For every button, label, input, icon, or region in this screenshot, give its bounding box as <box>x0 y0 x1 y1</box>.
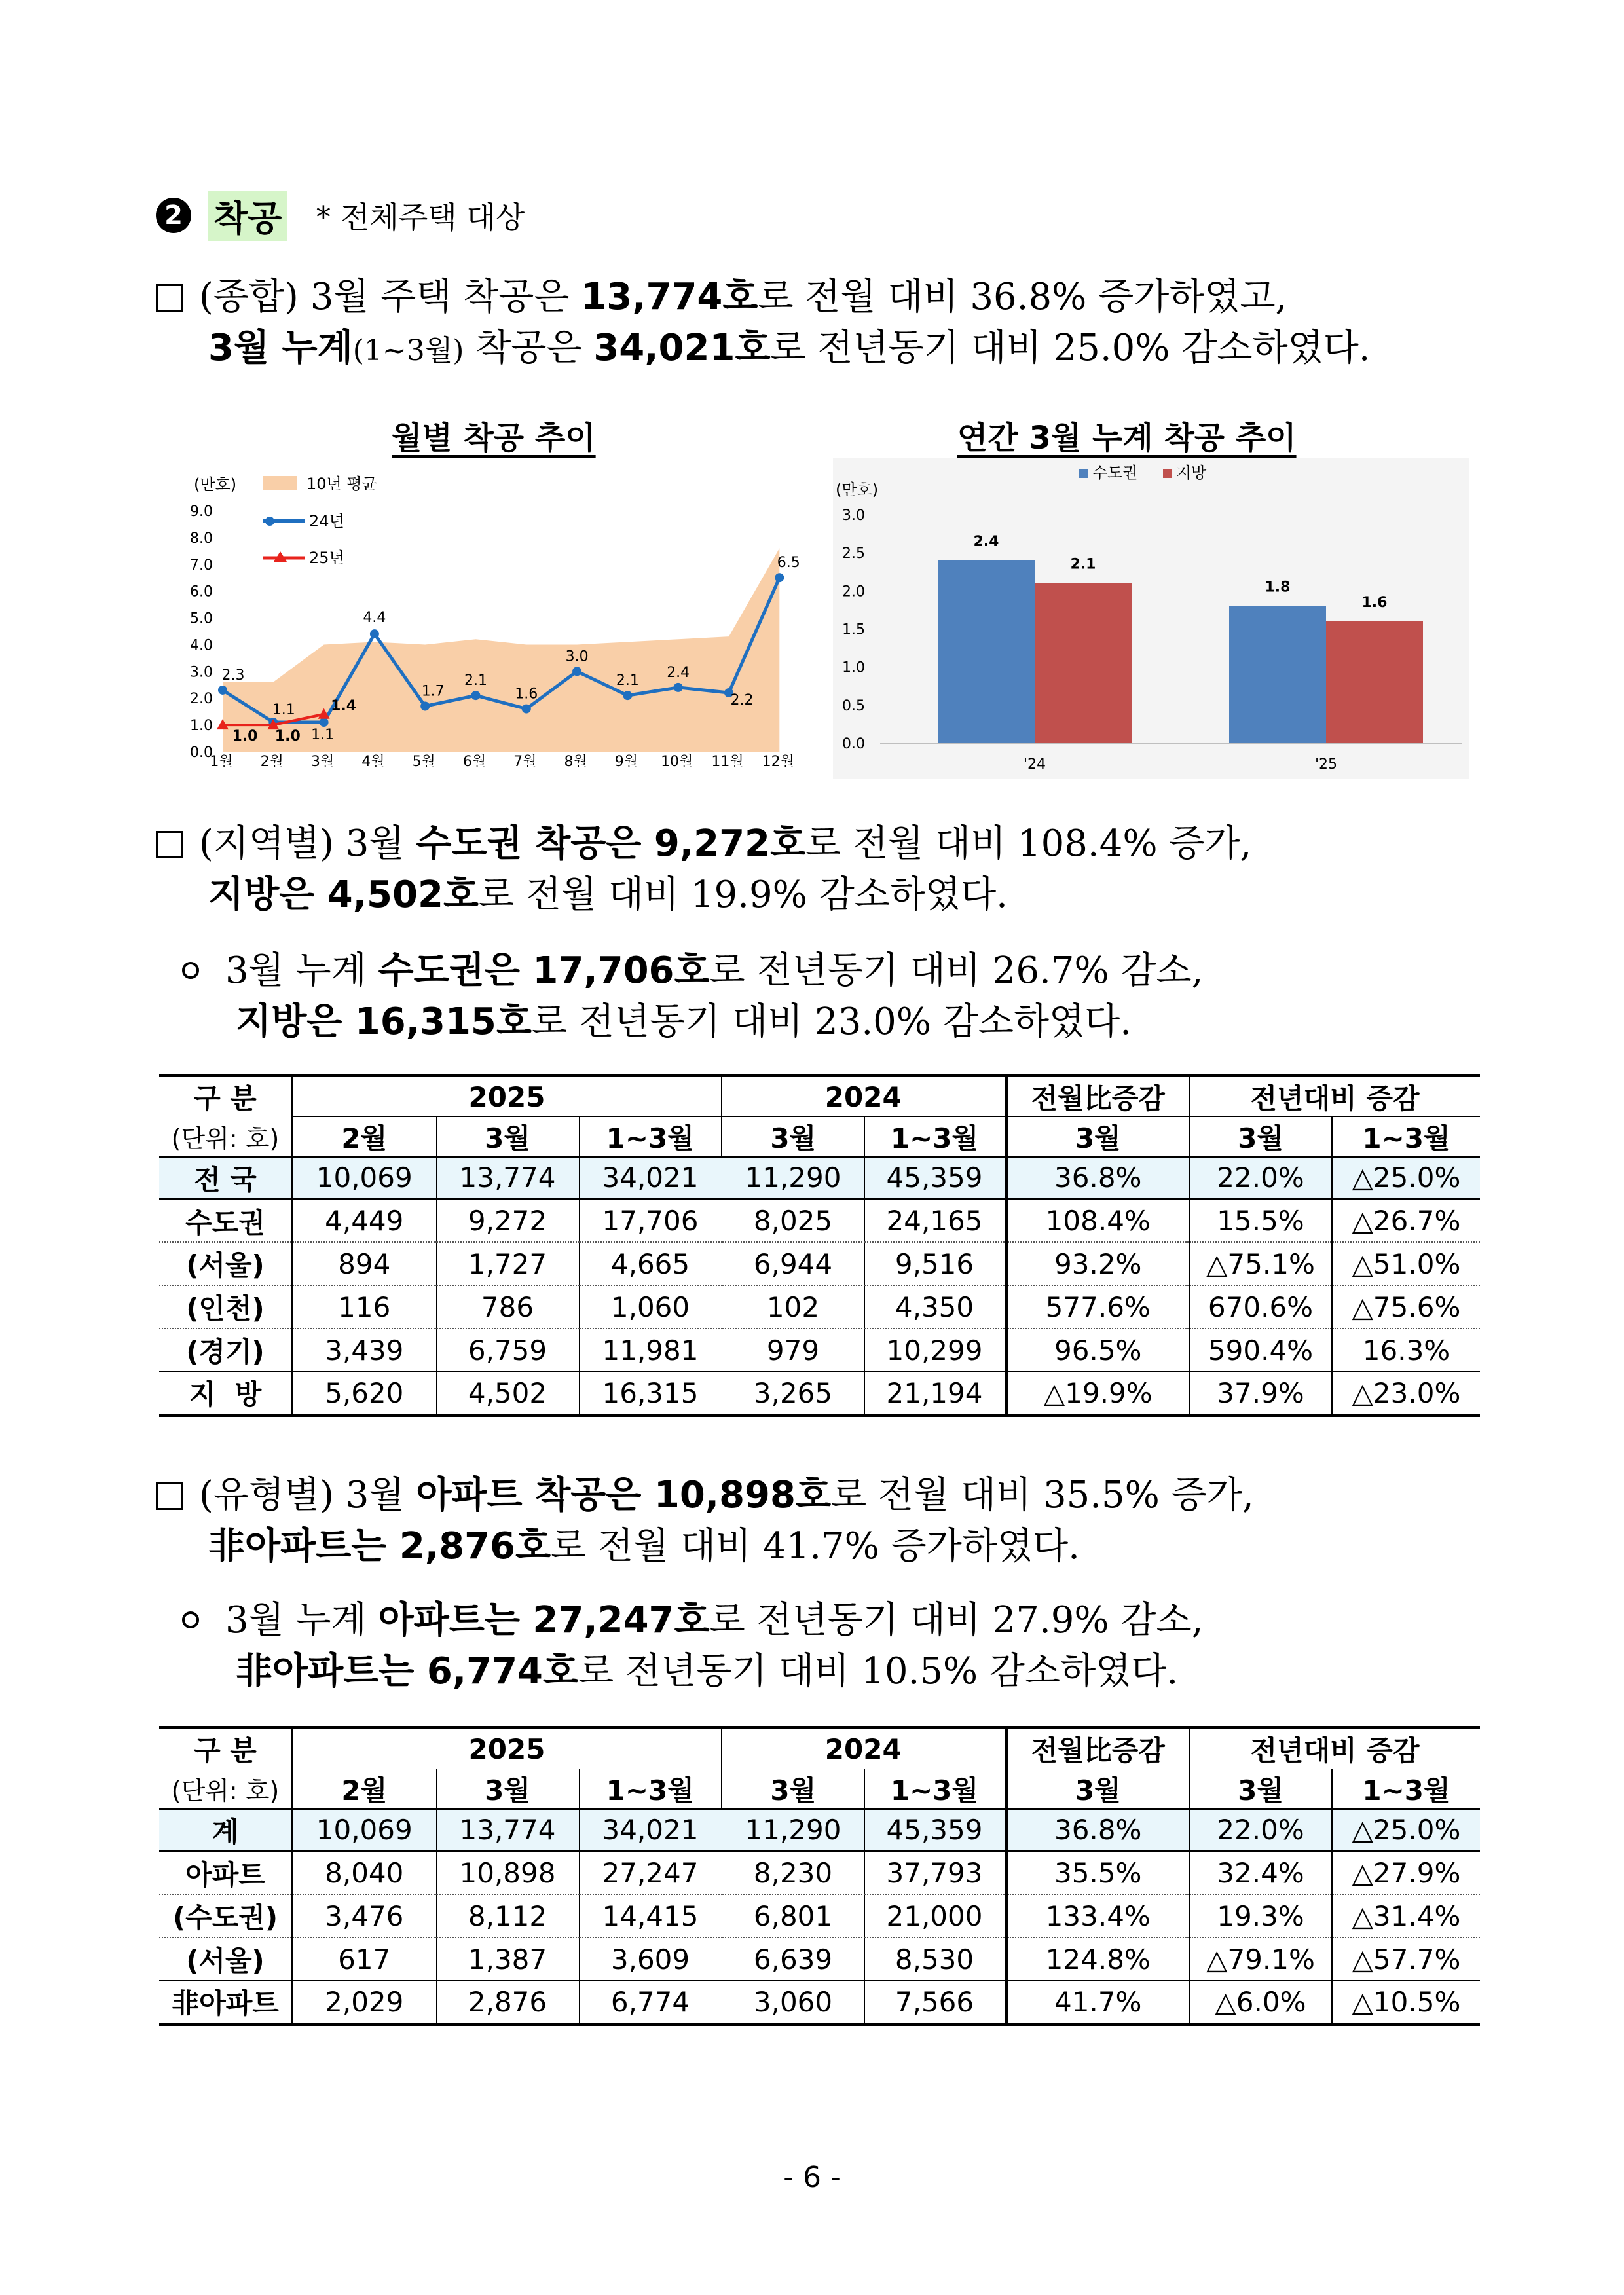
subheader-cell: 3월 <box>722 1117 864 1158</box>
table-cell: 16,315 <box>579 1372 722 1415</box>
header-division: 구 분 <box>159 1076 292 1117</box>
type-cumulative-line-1 <box>182 1595 1203 1646</box>
legend-swatch-avg <box>263 476 297 490</box>
bar-label: 1.8 <box>1264 579 1291 596</box>
table-cell: △79.1% <box>1189 1937 1332 1981</box>
series-24-point <box>522 705 531 714</box>
table-row <box>159 1242 1480 1285</box>
x-tick-label: 3월 <box>310 754 335 770</box>
legend-label-avg: 10년 평균 <box>306 475 377 493</box>
table-cell: 36.8% <box>1006 1157 1189 1199</box>
series-24-point <box>420 701 430 710</box>
row-label: 아파트 <box>159 1851 292 1894</box>
bar-local <box>1035 583 1132 743</box>
table-cell: 22.0% <box>1189 1157 1332 1199</box>
subheader-cell: 3월 <box>1189 1117 1332 1158</box>
table-cell: 7,566 <box>864 1981 1006 2024</box>
table-cell: 979 <box>722 1329 864 1372</box>
subheader-cell: 1~3월 <box>579 1769 722 1810</box>
text-span: 로 전년동기 대비 23.0% 감소하였다. <box>531 1001 1132 1043</box>
series-24-label: 2.1 <box>464 672 487 689</box>
header-2025: 2025 <box>292 1728 722 1769</box>
table-row <box>159 1285 1480 1329</box>
table-row <box>159 1199 1480 1242</box>
x-tick-label: 1월 <box>210 754 233 770</box>
y-tick-label: 1.0 <box>190 718 213 735</box>
table-cell: 8,530 <box>864 1937 1006 1981</box>
table-cell: 8,230 <box>722 1851 864 1894</box>
header-2025: 2025 <box>292 1076 722 1117</box>
series-24-point <box>674 683 683 692</box>
table-row <box>159 1157 1480 1199</box>
page-number: - 6 - <box>783 2161 841 2194</box>
x-tick-label: 7월 <box>513 754 537 770</box>
x-tick-label: 8월 <box>564 754 587 770</box>
text-span: 로 전년동기 대비 25.0% 감소하였다. <box>770 327 1371 369</box>
section-number: 2 <box>164 200 183 230</box>
section-title: 착공 <box>208 191 287 241</box>
table-cell: 6,774 <box>579 1981 722 2024</box>
table-header-row <box>159 1728 1480 1769</box>
bar-label: 2.1 <box>1070 556 1096 573</box>
table-cell: 2,876 <box>436 1981 579 2024</box>
emphasis-text: 非아파트는 6,774호 <box>236 1650 579 1693</box>
circle-bullet-icon <box>182 962 199 979</box>
monthly-chart-title: 월별 착공 추이 <box>392 420 596 456</box>
table-cell: 9,272 <box>436 1199 579 1242</box>
emphasis-text: 34,021호 <box>593 327 771 369</box>
table-cell: 16.3% <box>1332 1329 1480 1372</box>
x-tick-label: 9월 <box>614 754 638 770</box>
table-cell: 19.3% <box>1189 1894 1332 1937</box>
table-subheader-row <box>159 1769 1480 1810</box>
header-mom: 전월比증감 <box>1006 1076 1189 1117</box>
text-span: 로 전월 대비 41.7% 증가하였다. <box>551 1525 1080 1568</box>
table-row <box>159 1894 1480 1937</box>
series-24-label: 2.3 <box>221 667 245 684</box>
x-tick-label: 6월 <box>462 754 487 770</box>
regional-stats-table <box>159 1074 1480 1417</box>
text-span: (종합) 3월 주택 착공은 <box>199 276 581 318</box>
row-label: (인천) <box>159 1285 292 1329</box>
table-cell: 3,060 <box>722 1981 864 2024</box>
bar-metro <box>938 560 1035 743</box>
table-cell: △25.0% <box>1332 1157 1480 1199</box>
section-heading <box>156 186 525 245</box>
table-cell: △51.0% <box>1332 1242 1480 1285</box>
series-24-label: 1.1 <box>311 727 335 744</box>
table-cell: 21,000 <box>864 1894 1006 1937</box>
x-tick-label: 2월 <box>260 754 284 770</box>
table-cell: 5,620 <box>292 1372 436 1415</box>
x-tick-label: '25 <box>1314 756 1338 773</box>
table-cell: △25.0% <box>1332 1809 1480 1851</box>
text-span: 로 전월 대비 35.5% 증가, <box>831 1474 1254 1516</box>
series-25-label: 1.4 <box>331 697 357 714</box>
table-cell: 96.5% <box>1006 1329 1189 1372</box>
table-cell: 15.5% <box>1189 1199 1332 1242</box>
table-cell: 6,759 <box>436 1329 579 1372</box>
table-cell: 27,247 <box>579 1851 722 1894</box>
table-cell: △27.9% <box>1332 1851 1480 1894</box>
bar-local <box>1326 621 1423 743</box>
series-25-label: 1.0 <box>274 728 301 745</box>
table-cell: 10,898 <box>436 1851 579 1894</box>
bar-metro <box>1229 606 1326 743</box>
x-tick-labels <box>210 754 794 770</box>
subheader-cell: 1~3월 <box>1332 1117 1480 1158</box>
row-label: (수도권) <box>159 1894 292 1937</box>
row-label: 전 국 <box>159 1157 292 1199</box>
table-cell: 124.8% <box>1006 1937 1189 1981</box>
type-line-2 <box>156 1521 1254 1572</box>
emphasis-text: 수도권 착공은 9,272호 <box>416 822 806 865</box>
y-axis-unit: (만호) <box>194 475 237 494</box>
subheader-cell: 2월 <box>292 1117 436 1158</box>
table-cell: 6,944 <box>722 1242 864 1285</box>
series-24-label: 4.4 <box>363 610 386 627</box>
table-row <box>159 1329 1480 1372</box>
table-cell: 10,299 <box>864 1329 1006 1372</box>
table-cell: 4,665 <box>579 1242 722 1285</box>
series-24-label: 2.2 <box>730 692 754 709</box>
row-label: (경기) <box>159 1329 292 1372</box>
table-row <box>159 1937 1480 1981</box>
text-span: 3월 누계 <box>225 949 378 992</box>
summary-paragraph <box>156 272 1371 376</box>
table-cell: 1,387 <box>436 1937 579 1981</box>
table-row <box>159 1981 1480 2024</box>
series-24-point <box>370 629 379 638</box>
table-cell: 22.0% <box>1189 1809 1332 1851</box>
y-tick-label: 1.5 <box>842 621 865 638</box>
text-span: 로 전월 대비 108.4% 증가, <box>805 822 1252 865</box>
table-subheader-row <box>159 1117 1480 1158</box>
summary-line-2 <box>156 323 1371 376</box>
table-cell: 21,194 <box>864 1372 1006 1415</box>
section-number-badge <box>156 198 191 233</box>
bar-label: 1.6 <box>1361 594 1388 611</box>
emphasis-text: 非아파트는 2,876호 <box>208 1525 551 1568</box>
header-division: 구 분 <box>159 1728 292 1769</box>
table-cell: 894 <box>292 1242 436 1285</box>
regional-cumulative-line-1 <box>182 946 1203 997</box>
header-unit: (단위: 호) <box>159 1769 292 1810</box>
table-cell: △6.0% <box>1189 1981 1332 2024</box>
table-cell: 34,021 <box>579 1809 722 1851</box>
table-cell: 3,476 <box>292 1894 436 1937</box>
table-cell: 11,981 <box>579 1329 722 1372</box>
header-unit: (단위: 호) <box>159 1117 292 1158</box>
text-span: (지역별) 3월 <box>199 822 416 865</box>
subheader-cell: 3월 <box>436 1117 579 1158</box>
emphasis-text: 아파트 착공은 10,898호 <box>416 1474 832 1516</box>
table-cell: 13,774 <box>436 1157 579 1199</box>
table-cell: 45,359 <box>864 1809 1006 1851</box>
series-24-label: 1.6 <box>515 686 538 703</box>
row-label: (서울) <box>159 1937 292 1981</box>
legend-label-metro: 수도권 <box>1092 464 1138 482</box>
regional-cumulative-line-2 <box>182 997 1203 1048</box>
table-cell: △26.7% <box>1332 1199 1480 1242</box>
section-note: * 전체주택 대상 <box>316 200 525 235</box>
type-cumulative-line-2 <box>182 1646 1203 1697</box>
emphasis-text: 지방은 4,502호 <box>208 873 479 916</box>
series-25-label: 1.0 <box>232 728 258 745</box>
row-label: 非아파트 <box>159 1981 292 2024</box>
x-tick-label: 11월 <box>711 754 744 770</box>
table-cell: 4,449 <box>292 1199 436 1242</box>
text-span: 로 전월 대비 36.8% 증가하였고, <box>758 276 1287 318</box>
table-cell: 8,112 <box>436 1894 579 1937</box>
table-cell: 10,069 <box>292 1809 436 1851</box>
table-cell: 11,290 <box>722 1157 864 1199</box>
x-tick-label: '24 <box>1023 756 1046 773</box>
subheader-cell: 1~3월 <box>1332 1769 1480 1810</box>
table-cell: 3,439 <box>292 1329 436 1372</box>
type-paragraph <box>156 1470 1254 1572</box>
type-stats-table <box>159 1726 1480 2026</box>
header-2024: 2024 <box>722 1728 1006 1769</box>
series-24-point <box>471 691 481 700</box>
table-cell: 10,069 <box>292 1157 436 1199</box>
y-tick-label: 2.5 <box>842 545 865 562</box>
table-cell: 45,359 <box>864 1157 1006 1199</box>
subheader-cell: 1~3월 <box>579 1117 722 1158</box>
table-cell: 590.4% <box>1189 1329 1332 1372</box>
annual-starts-chart <box>833 458 1469 779</box>
legend-label-24: 24년 <box>309 512 344 530</box>
table-cell: 2,029 <box>292 1981 436 2024</box>
legend-label-local: 지방 <box>1176 464 1207 482</box>
subheader-cell: 2월 <box>292 1769 436 1810</box>
y-tick-label: 7.0 <box>190 557 213 574</box>
series-24-label: 2.1 <box>616 672 639 689</box>
table-cell: 6,801 <box>722 1894 864 1937</box>
y-tick-label: 9.0 <box>190 504 213 520</box>
subheader-cell: 3월 <box>1189 1769 1332 1810</box>
y-tick-label: 3.0 <box>190 664 213 681</box>
table-cell: 36.8% <box>1006 1809 1189 1851</box>
table-cell: 41.7% <box>1006 1981 1189 2024</box>
y-tick-label: 0.0 <box>842 736 865 752</box>
x-tick-label: 4월 <box>361 754 385 770</box>
y-tick-label: 5.0 <box>190 610 213 627</box>
table-cell: 34,021 <box>579 1157 722 1199</box>
type-cumulative-paragraph <box>182 1595 1203 1697</box>
series-24-label: 1.1 <box>272 702 295 719</box>
table-cell: 13,774 <box>436 1809 579 1851</box>
chart-legend <box>263 475 377 567</box>
table-cell: 37.9% <box>1189 1372 1332 1415</box>
header-mom: 전월比증감 <box>1006 1728 1189 1769</box>
legend-swatch-metro <box>1079 469 1088 478</box>
table-cell: 14,415 <box>579 1894 722 1937</box>
table-cell: 786 <box>436 1285 579 1329</box>
table-row <box>159 1372 1480 1415</box>
row-label: 지 방 <box>159 1372 292 1415</box>
table-cell: 3,265 <box>722 1372 864 1415</box>
legend-marker-24 <box>265 517 274 526</box>
emphasis-text: 3월 누계 <box>208 327 353 369</box>
table-cell: △75.6% <box>1332 1285 1480 1329</box>
row-label: (서울) <box>159 1242 292 1285</box>
checkbox-bullet-icon <box>156 284 183 312</box>
header-2024: 2024 <box>722 1076 1006 1117</box>
y-tick-label: 4.0 <box>190 637 213 654</box>
subheader-cell: 3월 <box>436 1769 579 1810</box>
regional-line-2 <box>156 870 1251 921</box>
table-cell: △57.7% <box>1332 1937 1480 1981</box>
table-cell: 617 <box>292 1937 436 1981</box>
y-tick-labels <box>190 504 213 761</box>
monthly-starts-chart <box>182 458 842 779</box>
regional-line-1 <box>156 818 1251 870</box>
y-tick-label: 0.0 <box>190 744 213 761</box>
annual-chart-title: 연간 3월 누계 착공 추이 <box>957 420 1297 456</box>
bar-label: 2.4 <box>973 533 999 550</box>
table-cell: 108.4% <box>1006 1199 1189 1242</box>
table-cell: 670.6% <box>1189 1285 1332 1329</box>
table-cell: 93.2% <box>1006 1242 1189 1285</box>
subheader-cell: 1~3월 <box>864 1769 1006 1810</box>
circle-bullet-icon <box>182 1611 199 1628</box>
table-cell: △19.9% <box>1006 1372 1189 1415</box>
table-cell: △10.5% <box>1332 1981 1480 2024</box>
emphasis-text: 아파트는 27,247호 <box>378 1599 710 1642</box>
series-24-point <box>623 691 632 700</box>
text-span: 로 전년동기 대비 27.9% 감소, <box>709 1599 1204 1642</box>
x-tick-label: 12월 <box>762 754 794 770</box>
table-cell: 24,165 <box>864 1199 1006 1242</box>
series-24-point <box>218 686 227 695</box>
table-cell: 32.4% <box>1189 1851 1332 1894</box>
text-span: 로 전년동기 대비 10.5% 감소하였다. <box>578 1650 1179 1693</box>
y-tick-label: 2.0 <box>190 691 213 708</box>
text-span: 3월 누계 <box>225 1599 378 1642</box>
header-yoy: 전년대비 증감 <box>1189 1076 1480 1117</box>
y-tick-label: 0.5 <box>842 697 865 714</box>
text-span: 착공은 <box>464 327 594 369</box>
checkbox-bullet-icon <box>156 831 183 858</box>
series-24-point <box>320 718 329 727</box>
checkbox-bullet-icon <box>156 1482 183 1510</box>
text-span: 로 전년동기 대비 26.7% 감소, <box>709 949 1204 992</box>
table-cell: 1,727 <box>436 1242 579 1285</box>
table-cell: 17,706 <box>579 1199 722 1242</box>
table-cell: △31.4% <box>1332 1894 1480 1937</box>
x-tick-label: 5월 <box>412 754 435 770</box>
series-24-label: 3.0 <box>565 648 589 665</box>
text-span: (유형별) 3월 <box>199 1474 416 1516</box>
subheader-cell: 3월 <box>1006 1769 1189 1810</box>
table-cell: 9,516 <box>864 1242 1006 1285</box>
text-span: (1~3월) <box>352 334 464 367</box>
table-cell: △75.1% <box>1189 1242 1332 1285</box>
y-tick-label: 3.0 <box>842 507 865 524</box>
table-cell: 35.5% <box>1006 1851 1189 1894</box>
table-cell: 8,040 <box>292 1851 436 1894</box>
header-yoy: 전년대비 증감 <box>1189 1728 1480 1769</box>
table-cell: 116 <box>292 1285 436 1329</box>
table-cell: 1,060 <box>579 1285 722 1329</box>
table-cell: 3,609 <box>579 1937 722 1981</box>
table-cell: △23.0% <box>1332 1372 1480 1415</box>
table-cell: 4,502 <box>436 1372 579 1415</box>
legend-label-25: 25년 <box>309 549 344 567</box>
y-tick-label: 6.0 <box>190 583 213 600</box>
text-span: 로 전월 대비 19.9% 감소하였다. <box>479 873 1008 916</box>
series-24-point <box>572 667 581 676</box>
series-24-label: 2.4 <box>667 664 690 681</box>
y-tick-label: 8.0 <box>190 530 213 547</box>
table-row <box>159 1851 1480 1894</box>
series-24-point <box>775 573 784 582</box>
type-line-1 <box>156 1470 1254 1521</box>
table-cell: 4,350 <box>864 1285 1006 1329</box>
table-cell: 6,639 <box>722 1937 864 1981</box>
table-cell: 8,025 <box>722 1199 864 1242</box>
table-cell: 102 <box>722 1285 864 1329</box>
emphasis-text: 지방은 16,315호 <box>236 1001 532 1043</box>
row-label: 수도권 <box>159 1199 292 1242</box>
table-header-row <box>159 1076 1480 1117</box>
series-24-label: 6.5 <box>777 555 800 572</box>
table-cell: 133.4% <box>1006 1894 1189 1937</box>
legend-swatch-local <box>1163 469 1172 478</box>
emphasis-text: 13,774호 <box>581 276 758 318</box>
emphasis-text: 수도권은 17,706호 <box>378 949 710 992</box>
table-cell: 37,793 <box>864 1851 1006 1894</box>
table-cell: 11,290 <box>722 1809 864 1851</box>
y-tick-label: 1.0 <box>842 659 865 676</box>
summary-line-1 <box>156 272 1371 323</box>
subheader-cell: 3월 <box>722 1769 864 1810</box>
series-24-label: 1.7 <box>421 683 445 700</box>
subheader-cell: 3월 <box>1006 1117 1189 1158</box>
subheader-cell: 1~3월 <box>864 1117 1006 1158</box>
y-axis-unit: (만호) <box>836 481 879 499</box>
row-label: 계 <box>159 1809 292 1851</box>
table-cell: 577.6% <box>1006 1285 1189 1329</box>
y-tick-label: 2.0 <box>842 583 865 600</box>
table-row <box>159 1809 1480 1851</box>
regional-paragraph <box>156 818 1251 921</box>
regional-cumulative-paragraph <box>182 946 1203 1048</box>
x-tick-label: 10월 <box>661 754 693 770</box>
